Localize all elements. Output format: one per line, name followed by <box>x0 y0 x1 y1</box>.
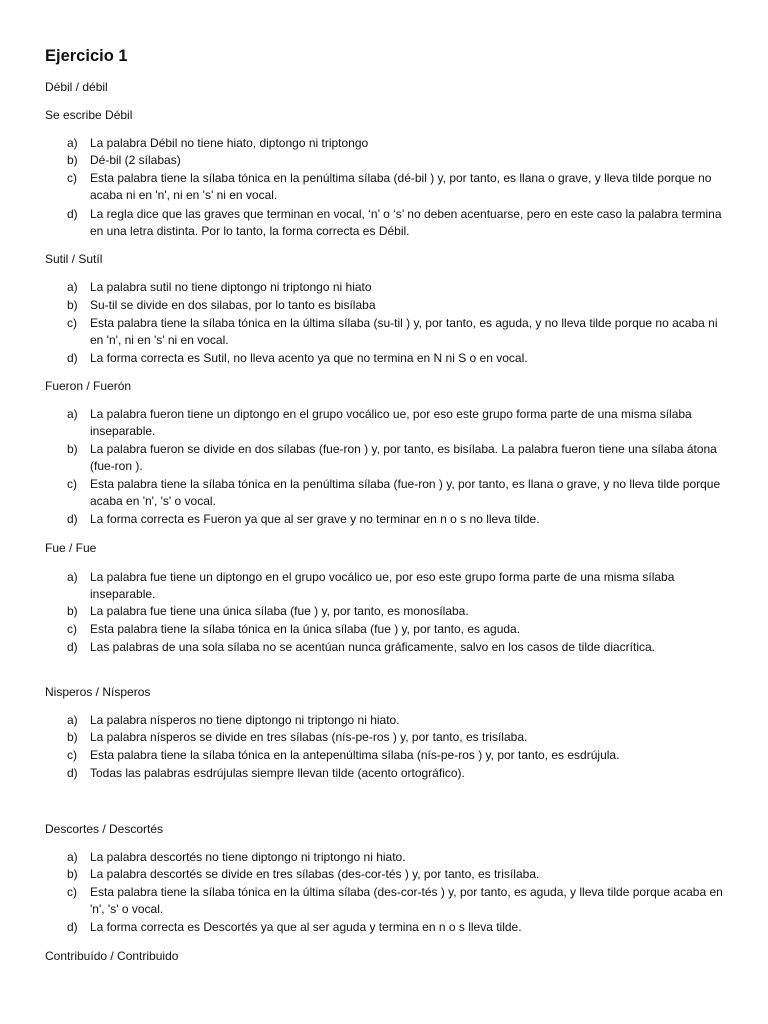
list-marker: d) <box>67 920 78 934</box>
section-heading-contribuido: Contribuído / Contribuido <box>45 949 179 963</box>
list-item <box>67 511 727 528</box>
section-heading-debil: Débil / débil <box>45 80 108 94</box>
list-item <box>67 406 727 440</box>
list-marker: a) <box>67 570 78 584</box>
list-item <box>67 206 727 240</box>
list-marker: c) <box>67 622 77 636</box>
list-item-text: La palabra fue tiene un diptongo en el grupo vocálico ue, por eso este grupo forma parte de una misma sílaba inseparable. <box>90 570 675 601</box>
list-marker: d) <box>67 207 78 221</box>
list-item-text: Esta palabra tiene la sílaba tónica en la única sílaba (fue ) y, por tanto, es aguda. <box>90 622 521 636</box>
section-heading-fue: Fue / Fue <box>45 541 97 555</box>
section-heading-sutil: Sutil / Sutíl <box>45 252 103 266</box>
list-marker: b) <box>67 730 78 744</box>
list-marker: b) <box>67 867 78 881</box>
list-marker: c) <box>67 477 77 491</box>
list-item <box>67 712 727 729</box>
list-item-text: La palabra fueron se divide en dos sílabas (fue-ron ) y, por tanto, es bisílaba. La palabra fueron tiene una sílaba átona (fue-ron ). <box>90 442 717 473</box>
list-item-text: Esta palabra tiene la sílaba tónica en la última sílaba (des-cor-tés ) y, por tanto, es aguda, y lleva tilde porque acaba en 'n', 's' o vocal. <box>90 885 723 916</box>
list-item <box>67 152 727 169</box>
list-item <box>67 639 727 656</box>
list-item-text: La forma correcta es Descortés ya que al ser aguda y termina en n o s lleva tilde. <box>90 920 522 934</box>
list-item-text: La palabra nísperos se divide en tres sílabas (nís-pe-ros ) y, por tanto, es trisílaba. <box>90 730 528 744</box>
list-item <box>67 849 727 866</box>
list-item <box>67 476 727 510</box>
list-item-text: La regla dice que las graves que terminan en vocal, ‘n’ o ‘s’ no deben acentuarse, pero en este caso la palabra termina en una letra distinta. Por lo tanto, la forma correcta es Débil. <box>90 207 722 238</box>
list-marker: a) <box>67 280 78 294</box>
list-marker: a) <box>67 713 78 727</box>
list-marker: d) <box>67 640 78 654</box>
list-marker: a) <box>67 136 78 150</box>
list-item <box>67 279 727 296</box>
list-item-text: La palabra Débil no tiene hiato, diptongo ni triptongo <box>90 136 369 150</box>
list-item <box>67 747 727 764</box>
list-item <box>67 135 727 152</box>
list-marker: c) <box>67 885 77 899</box>
section-heading-fueron: Fueron / Fuerón <box>45 379 132 393</box>
page-title: Ejercicio 1 <box>45 47 128 65</box>
list-marker: d) <box>67 766 78 780</box>
list-item <box>67 170 727 204</box>
list-marker: d) <box>67 512 78 526</box>
list-marker: c) <box>67 316 77 330</box>
section-heading-nisperos: Nisperos / Nísperos <box>45 685 151 699</box>
list-item-text: La palabra descortés se divide en tres sílabas (des-cor-tés ) y, por tanto, es trisílaba. <box>90 867 540 881</box>
list-item-text: La palabra nísperos no tiene diptongo ni triptongo ni hiato. <box>90 713 400 727</box>
list-item-text: Esta palabra tiene la sílaba tónica en la antepenúltima sílaba (nís-pe-ros ) y, por tanto, es esdrújula. <box>90 748 620 762</box>
list-item-text: Dé-bil (2 sílabas) <box>90 153 181 167</box>
list-item-text: La palabra sutil no tiene diptongo ni triptongo ni hiato <box>90 280 372 294</box>
list-item <box>67 765 727 782</box>
list-item <box>67 603 727 620</box>
list-item <box>67 297 727 314</box>
list-item-text: La palabra fueron tiene un diptongo en el grupo vocálico ue, por eso este grupo forma parte de una misma sílaba inseparable. <box>90 407 692 438</box>
list-item <box>67 315 727 349</box>
list-item <box>67 729 727 746</box>
list-marker: b) <box>67 153 78 167</box>
list-item-text: La palabra descortés no tiene diptongo ni triptongo ni hiato. <box>90 850 406 864</box>
list-marker: a) <box>67 850 78 864</box>
list-marker: b) <box>67 442 78 456</box>
list-item <box>67 866 727 883</box>
list-item-text: Esta palabra tiene la sílaba tónica en la penúltima sílaba (dé-bil ) y, por tanto, es llana o grave, y lleva tilde porque no acaba ni en 'n', ni en 's' ni en vocal. <box>90 171 712 202</box>
list-item <box>67 569 727 603</box>
list-item-text: La forma correcta es Sutil, no lleva acento ya que no termina en N ni S o en vocal. <box>90 351 528 365</box>
list-marker: c) <box>67 748 77 762</box>
list-item <box>67 441 727 475</box>
list-item-text: La forma correcta es Fueron ya que al ser grave y no terminar en n o s no lleva tilde. <box>90 512 540 526</box>
list-item <box>67 350 727 367</box>
list-item <box>67 919 727 936</box>
list-marker: d) <box>67 351 78 365</box>
list-marker: b) <box>67 298 78 312</box>
section-subheading-debil: Se escribe Débil <box>45 108 133 122</box>
list-item-text: Todas las palabras esdrújulas siempre llevan tilde (acento ortográfico). <box>90 766 465 780</box>
list-marker: c) <box>67 171 77 185</box>
list-marker: a) <box>67 407 78 421</box>
list-item-text: Esta palabra tiene la sílaba tónica en la penúltima sílaba (fue-ron ) y, por tanto, es llana o grave, y no lleva tilde porque acaba en 'n', 's' o vocal. <box>90 477 721 508</box>
list-item-text: Esta palabra tiene la sílaba tónica en la última sílaba (su-til ) y, por tanto, es aguda, y no lleva tilde porque no acaba ni en 'n', ni en 's' ni en vocal. <box>90 316 718 347</box>
list-marker: b) <box>67 604 78 618</box>
list-item-text: Su-til se divide en dos silabas, por lo tanto es bisílaba <box>90 298 376 312</box>
list-item-text: La palabra fue tiene una única sílaba (fue ) y, por tanto, es monosílaba. <box>90 604 469 618</box>
list-item <box>67 621 727 638</box>
section-heading-descortes: Descortes / Descortés <box>45 822 164 836</box>
list-item-text: Las palabras de una sola sílaba no se acentúan nunca gráficamente, salvo en los casos de tilde diacrítica. <box>90 640 656 654</box>
list-item <box>67 884 727 918</box>
